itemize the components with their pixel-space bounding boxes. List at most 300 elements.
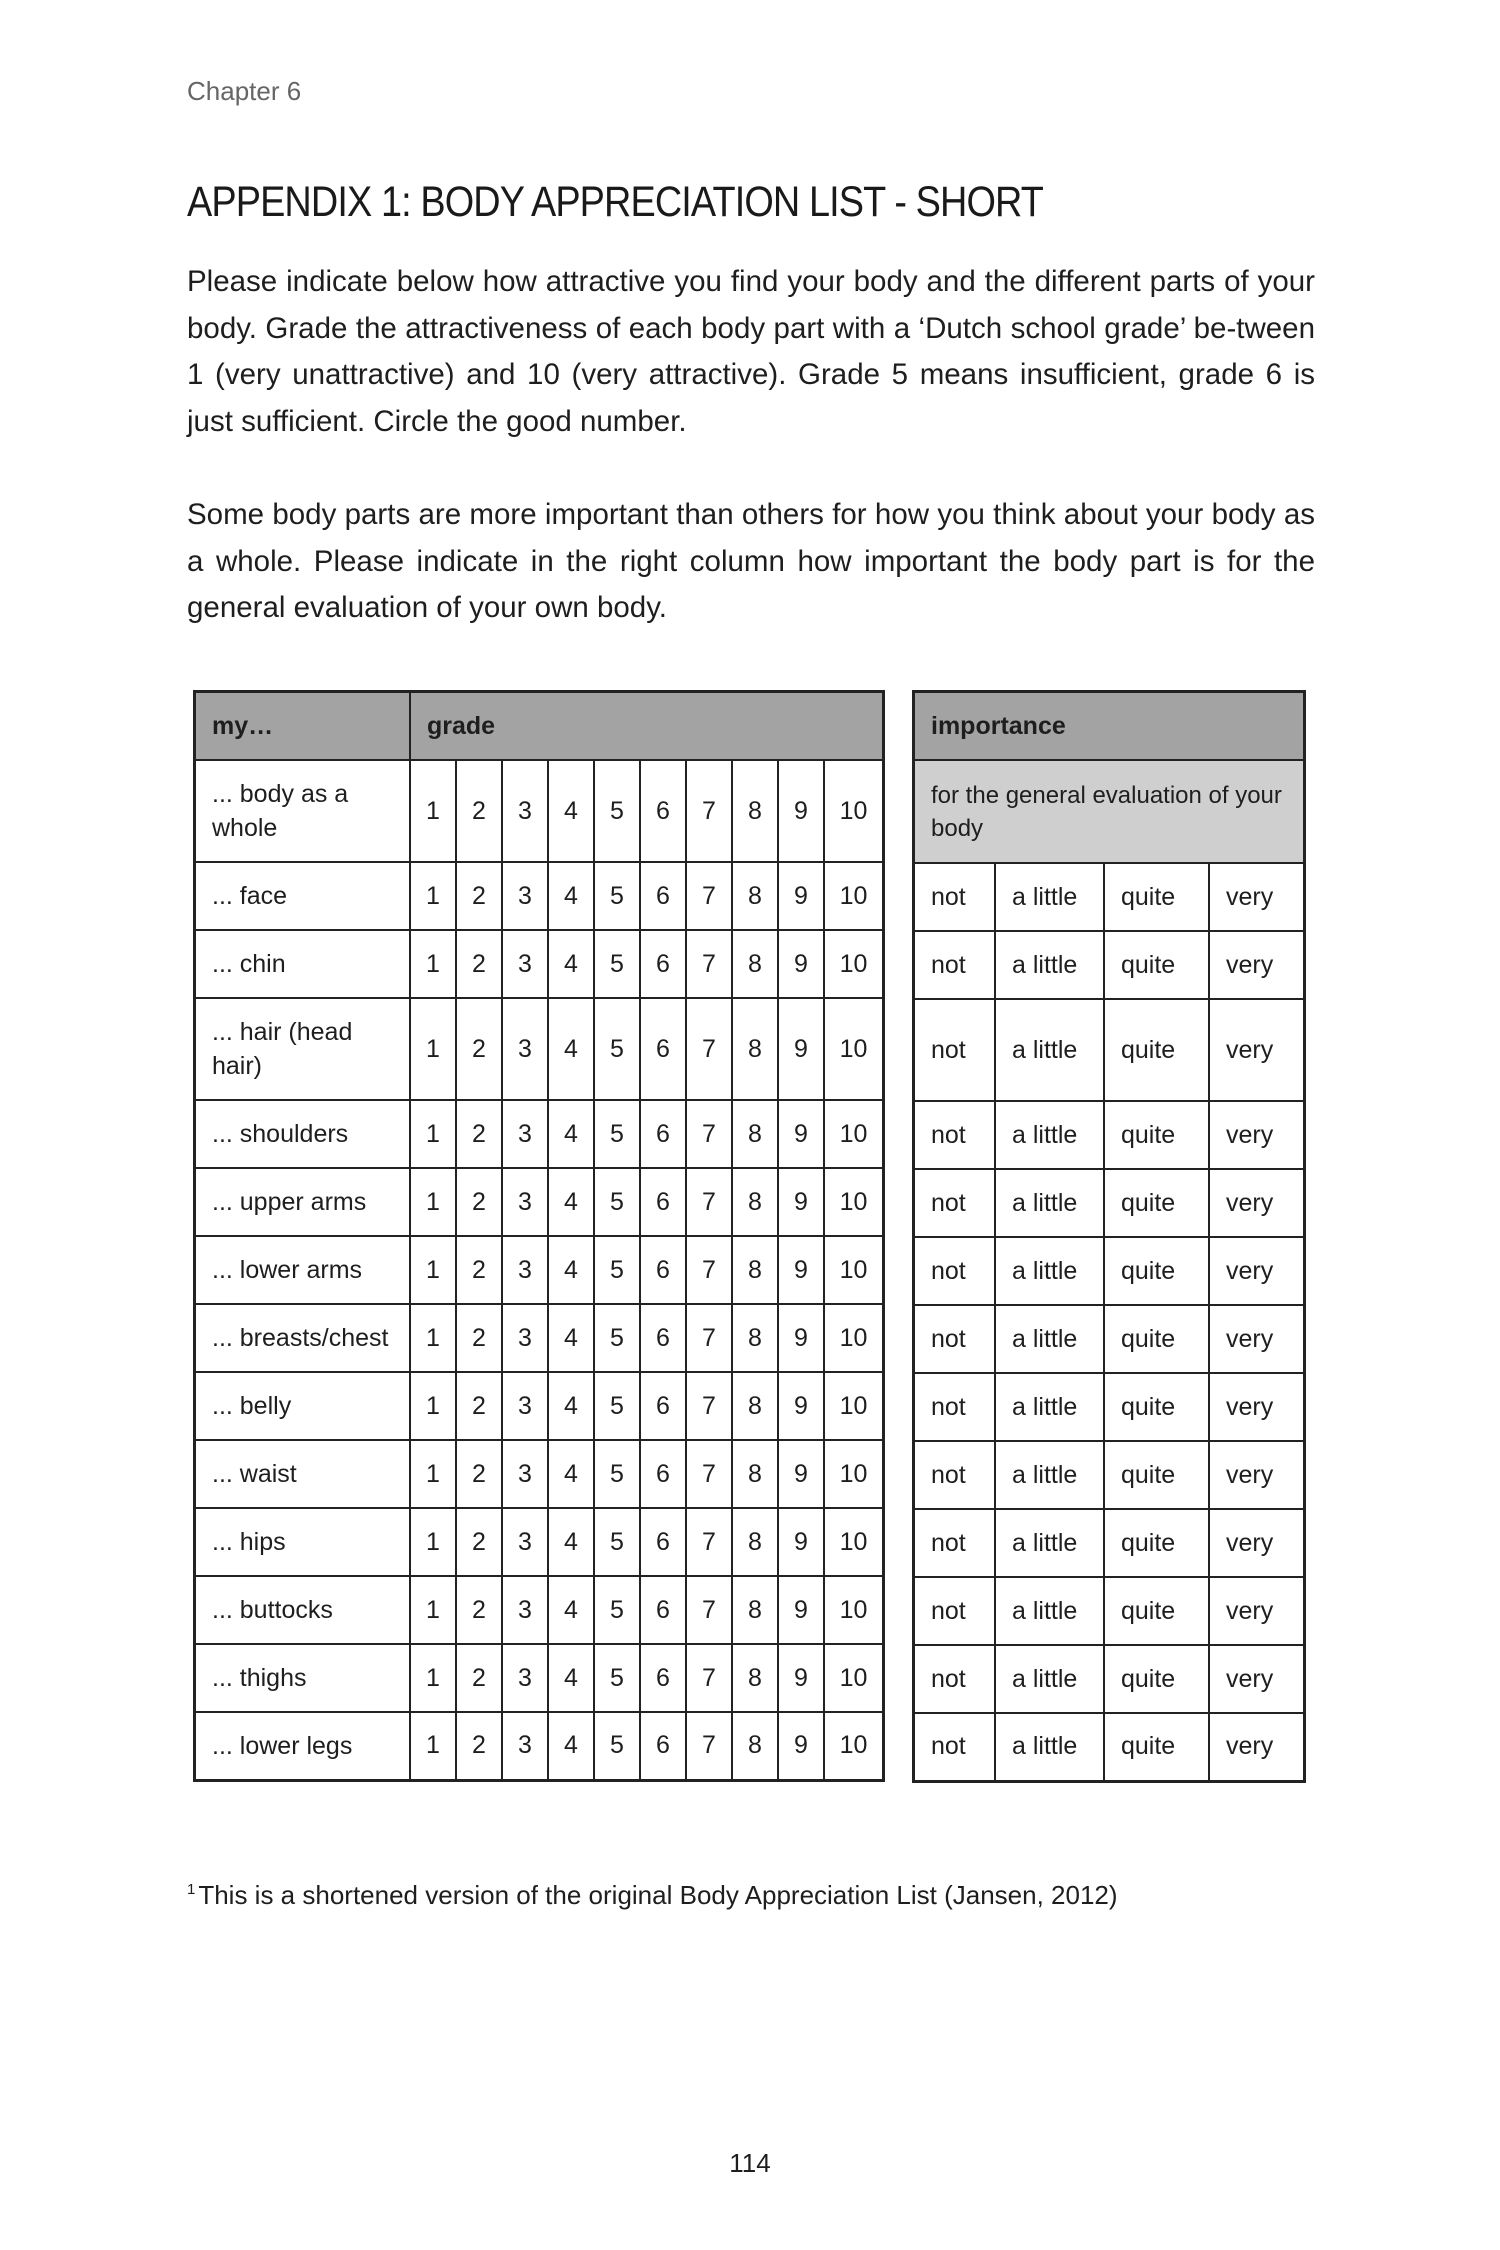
importance-option-text: not: [931, 1256, 966, 1285]
grade-option[interactable]: 4: [548, 930, 594, 998]
body-part-label: [195, 1168, 411, 1236]
importance-option-text: quite: [1121, 1324, 1176, 1353]
grade-row: [195, 1644, 884, 1712]
grade-option[interactable]: 7: [686, 760, 732, 862]
grade-option[interactable]: 4: [548, 1508, 594, 1576]
grade-option[interactable]: 9: [778, 760, 824, 862]
importance-option-quite[interactable]: [1104, 1305, 1209, 1373]
grade-option[interactable]: 8: [732, 1236, 778, 1304]
importance-table: [912, 690, 1306, 1783]
grade-option[interactable]: 5: [594, 1712, 640, 1780]
importance-option-text: not: [931, 1528, 966, 1557]
body-part-text: ... chin: [212, 950, 286, 978]
importance-option-text: very: [1226, 1596, 1274, 1625]
grade-option[interactable]: 8: [732, 1100, 778, 1168]
grade-option[interactable]: 2: [456, 1440, 502, 1508]
grade-row: [195, 1576, 884, 1644]
importance-option-a-little[interactable]: [995, 1101, 1104, 1169]
grade-option[interactable]: 8: [732, 930, 778, 998]
grade-option[interactable]: 10: [824, 1440, 884, 1508]
importance-option-text: not: [931, 1460, 966, 1489]
importance-option-quite[interactable]: [1104, 931, 1209, 999]
importance-option-not[interactable]: [914, 931, 996, 999]
importance-option-text: very: [1226, 1460, 1274, 1489]
importance-row: [914, 863, 1305, 931]
importance-option-text: quite: [1121, 950, 1176, 979]
importance-option-a-little[interactable]: [995, 1509, 1104, 1577]
grade-option[interactable]: 10: [824, 998, 884, 1100]
grade-option[interactable]: 1: [410, 862, 456, 930]
body-part-label: [195, 862, 411, 930]
importance-option-very[interactable]: [1209, 931, 1305, 999]
body-part-text: ... thighs: [212, 1664, 307, 1692]
body-part-label: [195, 930, 411, 998]
grade-option[interactable]: 2: [456, 998, 502, 1100]
grade-option[interactable]: 1: [410, 1304, 456, 1372]
grade-option[interactable]: 9: [778, 1236, 824, 1304]
grade-option[interactable]: 4: [548, 998, 594, 1100]
importance-option-very[interactable]: [1209, 1577, 1305, 1645]
importance-option-quite[interactable]: [1104, 1441, 1209, 1509]
importance-option-very[interactable]: [1209, 999, 1305, 1101]
grade-option[interactable]: 9: [778, 1576, 824, 1644]
importance-table-body: [914, 863, 1305, 1781]
importance-option-text: quite: [1121, 1664, 1176, 1693]
importance-option-a-little[interactable]: [995, 999, 1104, 1101]
importance-option-text: quite: [1121, 1392, 1176, 1421]
grade-option[interactable]: 7: [686, 1440, 732, 1508]
grade-option[interactable]: 2: [456, 1372, 502, 1440]
grade-option[interactable]: 2: [456, 930, 502, 998]
grade-option[interactable]: 7: [686, 930, 732, 998]
grade-option[interactable]: 4: [548, 1440, 594, 1508]
body-part-label: [195, 1508, 411, 1576]
importance-option-text: a little: [1012, 1528, 1078, 1557]
grade-option[interactable]: 1: [410, 998, 456, 1100]
importance-option-very[interactable]: [1209, 1169, 1305, 1237]
grade-option[interactable]: 1: [410, 1372, 456, 1440]
grade-option[interactable]: 7: [686, 1100, 732, 1168]
grade-option[interactable]: 3: [502, 1576, 548, 1644]
grade-option[interactable]: 5: [594, 1236, 640, 1304]
grade-option[interactable]: 9: [778, 1304, 824, 1372]
importance-option-text: very: [1226, 1256, 1274, 1285]
grade-option[interactable]: 10: [824, 1644, 884, 1712]
grade-option[interactable]: 6: [640, 1712, 686, 1780]
grade-option[interactable]: 9: [778, 1100, 824, 1168]
importance-option-text: a little: [1012, 1324, 1078, 1353]
grade-option[interactable]: 1: [410, 1508, 456, 1576]
importance-option-text: not: [931, 1392, 966, 1421]
grade-option[interactable]: 10: [824, 1168, 884, 1236]
grade-option[interactable]: 3: [502, 1440, 548, 1508]
grade-option[interactable]: 8: [732, 1508, 778, 1576]
grade-table-header-label: my…: [195, 692, 411, 761]
grade-option[interactable]: 9: [778, 998, 824, 1100]
grade-row: [195, 998, 884, 1100]
importance-option-text: not: [931, 950, 966, 979]
grade-option[interactable]: 10: [824, 1576, 884, 1644]
importance-option-text: quite: [1121, 1035, 1176, 1064]
importance-option-very[interactable]: [1209, 863, 1305, 931]
grade-row: [195, 760, 884, 862]
importance-option-a-little[interactable]: [995, 1237, 1104, 1305]
grade-option[interactable]: 8: [732, 862, 778, 930]
grade-row: [195, 1168, 884, 1236]
footnote-text: This is a shortened version of the original Body Appreciation List (Jansen, 2012): [198, 1880, 1118, 1910]
importance-option-text: a little: [1012, 1460, 1078, 1489]
body-part-text: ... face: [212, 882, 288, 910]
importance-row: [914, 1441, 1305, 1509]
grade-option[interactable]: 7: [686, 1644, 732, 1712]
grade-option[interactable]: 6: [640, 760, 686, 862]
grade-option[interactable]: 4: [548, 1576, 594, 1644]
grade-option[interactable]: 10: [824, 1712, 884, 1780]
grade-option[interactable]: 2: [456, 1712, 502, 1780]
grade-option[interactable]: 1: [410, 1236, 456, 1304]
grade-option[interactable]: 9: [778, 1712, 824, 1780]
importance-option-not[interactable]: [914, 1101, 996, 1169]
grade-option[interactable]: 6: [640, 1508, 686, 1576]
importance-option-text: a little: [1012, 1732, 1078, 1761]
importance-option-a-little[interactable]: [995, 1169, 1104, 1237]
importance-option-not[interactable]: [914, 1645, 996, 1713]
grade-row: [195, 1372, 884, 1440]
importance-option-not[interactable]: [914, 999, 996, 1101]
body-part-text: ... buttocks: [212, 1596, 333, 1624]
grade-option[interactable]: 6: [640, 1100, 686, 1168]
grade-option[interactable]: 2: [456, 1508, 502, 1576]
importance-option-text: quite: [1121, 1120, 1176, 1149]
grade-option[interactable]: 3: [502, 1236, 548, 1304]
importance-row: [914, 1169, 1305, 1237]
importance-option-text: very: [1226, 950, 1274, 979]
grade-option[interactable]: 5: [594, 1576, 640, 1644]
grade-option[interactable]: 4: [548, 1236, 594, 1304]
grade-option[interactable]: 3: [502, 760, 548, 862]
importance-option-text: not: [931, 882, 966, 911]
grade-option[interactable]: 9: [778, 1440, 824, 1508]
grade-row: [195, 1440, 884, 1508]
grade-option[interactable]: 8: [732, 998, 778, 1100]
importance-option-text: a little: [1012, 1596, 1078, 1625]
importance-row: [914, 1305, 1305, 1373]
importance-option-not[interactable]: [914, 1713, 996, 1781]
grade-option[interactable]: 10: [824, 760, 884, 862]
grade-option[interactable]: 9: [778, 1508, 824, 1576]
importance-option-text: a little: [1012, 882, 1078, 911]
grade-option[interactable]: 6: [640, 1168, 686, 1236]
page-title: APPENDIX 1: BODY APPRECIATION LIST - SHORT: [187, 178, 1044, 226]
grade-option[interactable]: 6: [640, 1440, 686, 1508]
grade-option[interactable]: 2: [456, 1236, 502, 1304]
importance-option-not[interactable]: [914, 863, 996, 931]
grade-option[interactable]: 5: [594, 1440, 640, 1508]
grade-option[interactable]: 3: [502, 1100, 548, 1168]
grade-option[interactable]: 5: [594, 1372, 640, 1440]
importance-option-text: very: [1226, 1528, 1274, 1557]
grade-option[interactable]: 4: [548, 1372, 594, 1440]
grade-option[interactable]: 5: [594, 862, 640, 930]
importance-option-a-little[interactable]: [995, 1645, 1104, 1713]
importance-option-quite[interactable]: [1104, 1237, 1209, 1305]
grade-option[interactable]: 8: [732, 1712, 778, 1780]
grade-option[interactable]: 2: [456, 1576, 502, 1644]
body-part-label: [195, 1440, 411, 1508]
importance-table-header: importance: [914, 692, 1305, 761]
body-part-text: ... belly: [212, 1392, 292, 1420]
importance-row: [914, 1237, 1305, 1305]
importance-option-text: very: [1226, 1392, 1274, 1421]
grade-option[interactable]: 6: [640, 930, 686, 998]
grade-option[interactable]: 7: [686, 998, 732, 1100]
importance-option-text: a little: [1012, 1035, 1078, 1064]
body-part-label: [195, 1712, 411, 1780]
importance-option-text: not: [931, 1188, 966, 1217]
body-part-text: ... upper arms: [212, 1188, 367, 1216]
grade-option[interactable]: 5: [594, 760, 640, 862]
importance-row: [914, 1373, 1305, 1441]
grade-option[interactable]: 6: [640, 1576, 686, 1644]
grade-option[interactable]: 5: [594, 930, 640, 998]
importance-option-quite[interactable]: [1104, 1373, 1209, 1441]
importance-option-text: very: [1226, 882, 1274, 911]
grade-option[interactable]: 5: [594, 1100, 640, 1168]
body-part-text: ... hair (head hair): [212, 1018, 353, 1080]
importance-option-text: not: [931, 1732, 966, 1761]
importance-row: [914, 931, 1305, 999]
body-part-label: [195, 1100, 411, 1168]
grade-option[interactable]: 5: [594, 1168, 640, 1236]
grade-option[interactable]: 1: [410, 1440, 456, 1508]
body-part-label: [195, 1372, 411, 1440]
importance-option-not[interactable]: [914, 1577, 996, 1645]
importance-option-very[interactable]: [1209, 1509, 1305, 1577]
importance-option-text: quite: [1121, 1732, 1176, 1761]
grade-option[interactable]: 10: [824, 1236, 884, 1304]
grade-option[interactable]: 7: [686, 1304, 732, 1372]
importance-option-quite[interactable]: [1104, 1169, 1209, 1237]
running-head: Chapter 6: [187, 76, 302, 106]
importance-option-quite[interactable]: [1104, 1577, 1209, 1645]
grade-option[interactable]: 5: [594, 1304, 640, 1372]
grade-option[interactable]: 3: [502, 930, 548, 998]
grade-option[interactable]: 5: [594, 1508, 640, 1576]
body-part-text: ... breasts/chest: [212, 1324, 389, 1352]
importance-option-text: not: [931, 1035, 966, 1064]
grade-option[interactable]: 9: [778, 862, 824, 930]
importance-option-very[interactable]: [1209, 1237, 1305, 1305]
grade-option[interactable]: 6: [640, 1372, 686, 1440]
importance-option-not[interactable]: [914, 1509, 996, 1577]
grade-option[interactable]: 3: [502, 1372, 548, 1440]
grade-option[interactable]: 9: [778, 930, 824, 998]
importance-row: [914, 1577, 1305, 1645]
grade-option[interactable]: 4: [548, 760, 594, 862]
importance-option-text: not: [931, 1664, 966, 1693]
importance-option-quite[interactable]: [1104, 999, 1209, 1101]
grade-option[interactable]: 7: [686, 862, 732, 930]
body-part-label: [195, 998, 411, 1100]
importance-option-not[interactable]: [914, 1305, 996, 1373]
grade-option[interactable]: 10: [824, 1508, 884, 1576]
importance-option-very[interactable]: [1209, 1373, 1305, 1441]
body-part-text: ... body as a whole: [212, 780, 349, 842]
grade-option[interactable]: 4: [548, 1712, 594, 1780]
grade-option[interactable]: 6: [640, 1236, 686, 1304]
importance-option-a-little[interactable]: [995, 1373, 1104, 1441]
importance-option-text: quite: [1121, 1188, 1176, 1217]
grade-option[interactable]: 6: [640, 998, 686, 1100]
grade-option[interactable]: 1: [410, 1644, 456, 1712]
grade-table-body: [195, 760, 884, 1780]
body-part-text: ... hips: [212, 1528, 286, 1556]
importance-option-a-little[interactable]: [995, 1441, 1104, 1509]
body-part-label: [195, 1644, 411, 1712]
importance-option-text: quite: [1121, 1596, 1176, 1625]
grade-option[interactable]: 7: [686, 1236, 732, 1304]
grade-option[interactable]: 2: [456, 862, 502, 930]
grade-option[interactable]: 10: [824, 1372, 884, 1440]
importance-option-text: a little: [1012, 1188, 1078, 1217]
importance-option-text: quite: [1121, 1460, 1176, 1489]
page-number: 114: [729, 2148, 771, 2178]
grade-option[interactable]: 4: [548, 862, 594, 930]
importance-option-text: very: [1226, 1324, 1274, 1353]
importance-option-not[interactable]: [914, 1441, 996, 1509]
grade-option[interactable]: 9: [778, 1168, 824, 1236]
importance-option-very[interactable]: [1209, 1305, 1305, 1373]
body-part-text: ... lower arms: [212, 1256, 363, 1284]
grade-option[interactable]: 3: [502, 1168, 548, 1236]
grade-option[interactable]: 4: [548, 1304, 594, 1372]
grade-option[interactable]: 7: [686, 1168, 732, 1236]
grade-option[interactable]: 7: [686, 1576, 732, 1644]
grade-option[interactable]: 3: [502, 1508, 548, 1576]
grade-table: [193, 690, 885, 1782]
importance-option-very[interactable]: [1209, 1713, 1305, 1781]
importance-option-a-little[interactable]: [995, 1713, 1104, 1781]
body-part-text: ... shoulders: [212, 1120, 349, 1148]
grade-option[interactable]: 3: [502, 1712, 548, 1780]
intro-paragraph-1: Please indicate below how attractive you find your body and the different parts of your body. Grade the attractiveness of each body part with a ‘Dutch school grade’ be-tween 1 (very unattractive) and 10 (very attractive). Grade 5 means insufficient, grade 6 is just sufficient. Circle the good number.: [187, 265, 1315, 438]
grade-option[interactable]: 1: [410, 930, 456, 998]
importance-option-quite[interactable]: [1104, 1509, 1209, 1577]
grade-option[interactable]: 5: [594, 1644, 640, 1712]
grade-option[interactable]: 5: [594, 998, 640, 1100]
importance-option-a-little[interactable]: [995, 863, 1104, 931]
grade-option[interactable]: 3: [502, 1304, 548, 1372]
body-part-label: [195, 1304, 411, 1372]
grade-option[interactable]: 3: [502, 998, 548, 1100]
importance-option-not[interactable]: [914, 1169, 996, 1237]
importance-option-quite[interactable]: [1104, 1645, 1209, 1713]
grade-option[interactable]: 10: [824, 1304, 884, 1372]
grade-option[interactable]: 1: [410, 1100, 456, 1168]
importance-option-quite[interactable]: [1104, 1101, 1209, 1169]
importance-option-text: very: [1226, 1664, 1274, 1693]
grade-option[interactable]: 4: [548, 1100, 594, 1168]
importance-option-quite[interactable]: [1104, 863, 1209, 931]
body-part-label: [195, 1576, 411, 1644]
importance-row: [914, 1645, 1305, 1713]
importance-option-not[interactable]: [914, 1237, 996, 1305]
grade-option[interactable]: 8: [732, 760, 778, 862]
grade-row: [195, 862, 884, 930]
grade-option[interactable]: 6: [640, 1304, 686, 1372]
grade-option[interactable]: 1: [410, 1168, 456, 1236]
grade-table-header-grade: grade: [410, 692, 884, 761]
importance-option-text: a little: [1012, 1392, 1078, 1421]
intro-paragraph-2: Some body parts are more important than others for how you think about your body as a whole. Please indicate in the right column how important the body part is for the general evaluation of your own body.: [187, 498, 1315, 624]
importance-option-a-little[interactable]: [995, 1305, 1104, 1373]
grade-option[interactable]: 6: [640, 862, 686, 930]
grade-option[interactable]: 4: [548, 1644, 594, 1712]
grade-option[interactable]: 2: [456, 1644, 502, 1712]
grade-option[interactable]: 8: [732, 1644, 778, 1712]
importance-option-very[interactable]: [1209, 1101, 1305, 1169]
grade-option[interactable]: 9: [778, 1644, 824, 1712]
importance-row: [914, 1509, 1305, 1577]
body-part-label: [195, 1236, 411, 1304]
importance-option-text: very: [1226, 1188, 1274, 1217]
importance-option-a-little[interactable]: [995, 931, 1104, 999]
importance-option-text: not: [931, 1324, 966, 1353]
grade-row: [195, 1304, 884, 1372]
importance-option-very[interactable]: [1209, 1645, 1305, 1713]
grade-option[interactable]: 7: [686, 1508, 732, 1576]
grade-option[interactable]: 2: [456, 1304, 502, 1372]
grade-option[interactable]: 8: [732, 1168, 778, 1236]
importance-option-very[interactable]: [1209, 1441, 1305, 1509]
grade-option[interactable]: 7: [686, 1712, 732, 1780]
importance-option-text: a little: [1012, 950, 1078, 979]
importance-row: [914, 1101, 1305, 1169]
grade-option[interactable]: 8: [732, 1372, 778, 1440]
grade-row: [195, 930, 884, 998]
grade-option[interactable]: 1: [410, 1712, 456, 1780]
grade-option[interactable]: 2: [456, 760, 502, 862]
importance-option-text: not: [931, 1596, 966, 1625]
grade-option[interactable]: 8: [732, 1576, 778, 1644]
grade-row: [195, 1712, 884, 1780]
grade-option[interactable]: 2: [456, 1100, 502, 1168]
importance-option-text: very: [1226, 1732, 1274, 1761]
grade-option[interactable]: 4: [548, 1168, 594, 1236]
grade-row: [195, 1508, 884, 1576]
grade-option[interactable]: 1: [410, 760, 456, 862]
importance-option-text: very: [1226, 1120, 1274, 1149]
importance-option-quite[interactable]: [1104, 1713, 1209, 1781]
grade-option[interactable]: 10: [824, 930, 884, 998]
grade-option[interactable]: 7: [686, 1372, 732, 1440]
footnote-marker: 1: [187, 1881, 196, 1899]
importance-option-a-little[interactable]: [995, 1577, 1104, 1645]
grade-option[interactable]: 10: [824, 1100, 884, 1168]
grade-option[interactable]: 2: [456, 1168, 502, 1236]
grade-option[interactable]: 10: [824, 862, 884, 930]
grade-option[interactable]: 9: [778, 1372, 824, 1440]
grade-option[interactable]: 6: [640, 1644, 686, 1712]
grade-option[interactable]: 8: [732, 1440, 778, 1508]
body-part-label: [195, 760, 411, 862]
grade-option[interactable]: 8: [732, 1304, 778, 1372]
importance-option-not[interactable]: [914, 1373, 996, 1441]
grade-option[interactable]: 3: [502, 1644, 548, 1712]
importance-option-text: a little: [1012, 1256, 1078, 1285]
grade-option[interactable]: 3: [502, 862, 548, 930]
grade-option[interactable]: 1: [410, 1576, 456, 1644]
